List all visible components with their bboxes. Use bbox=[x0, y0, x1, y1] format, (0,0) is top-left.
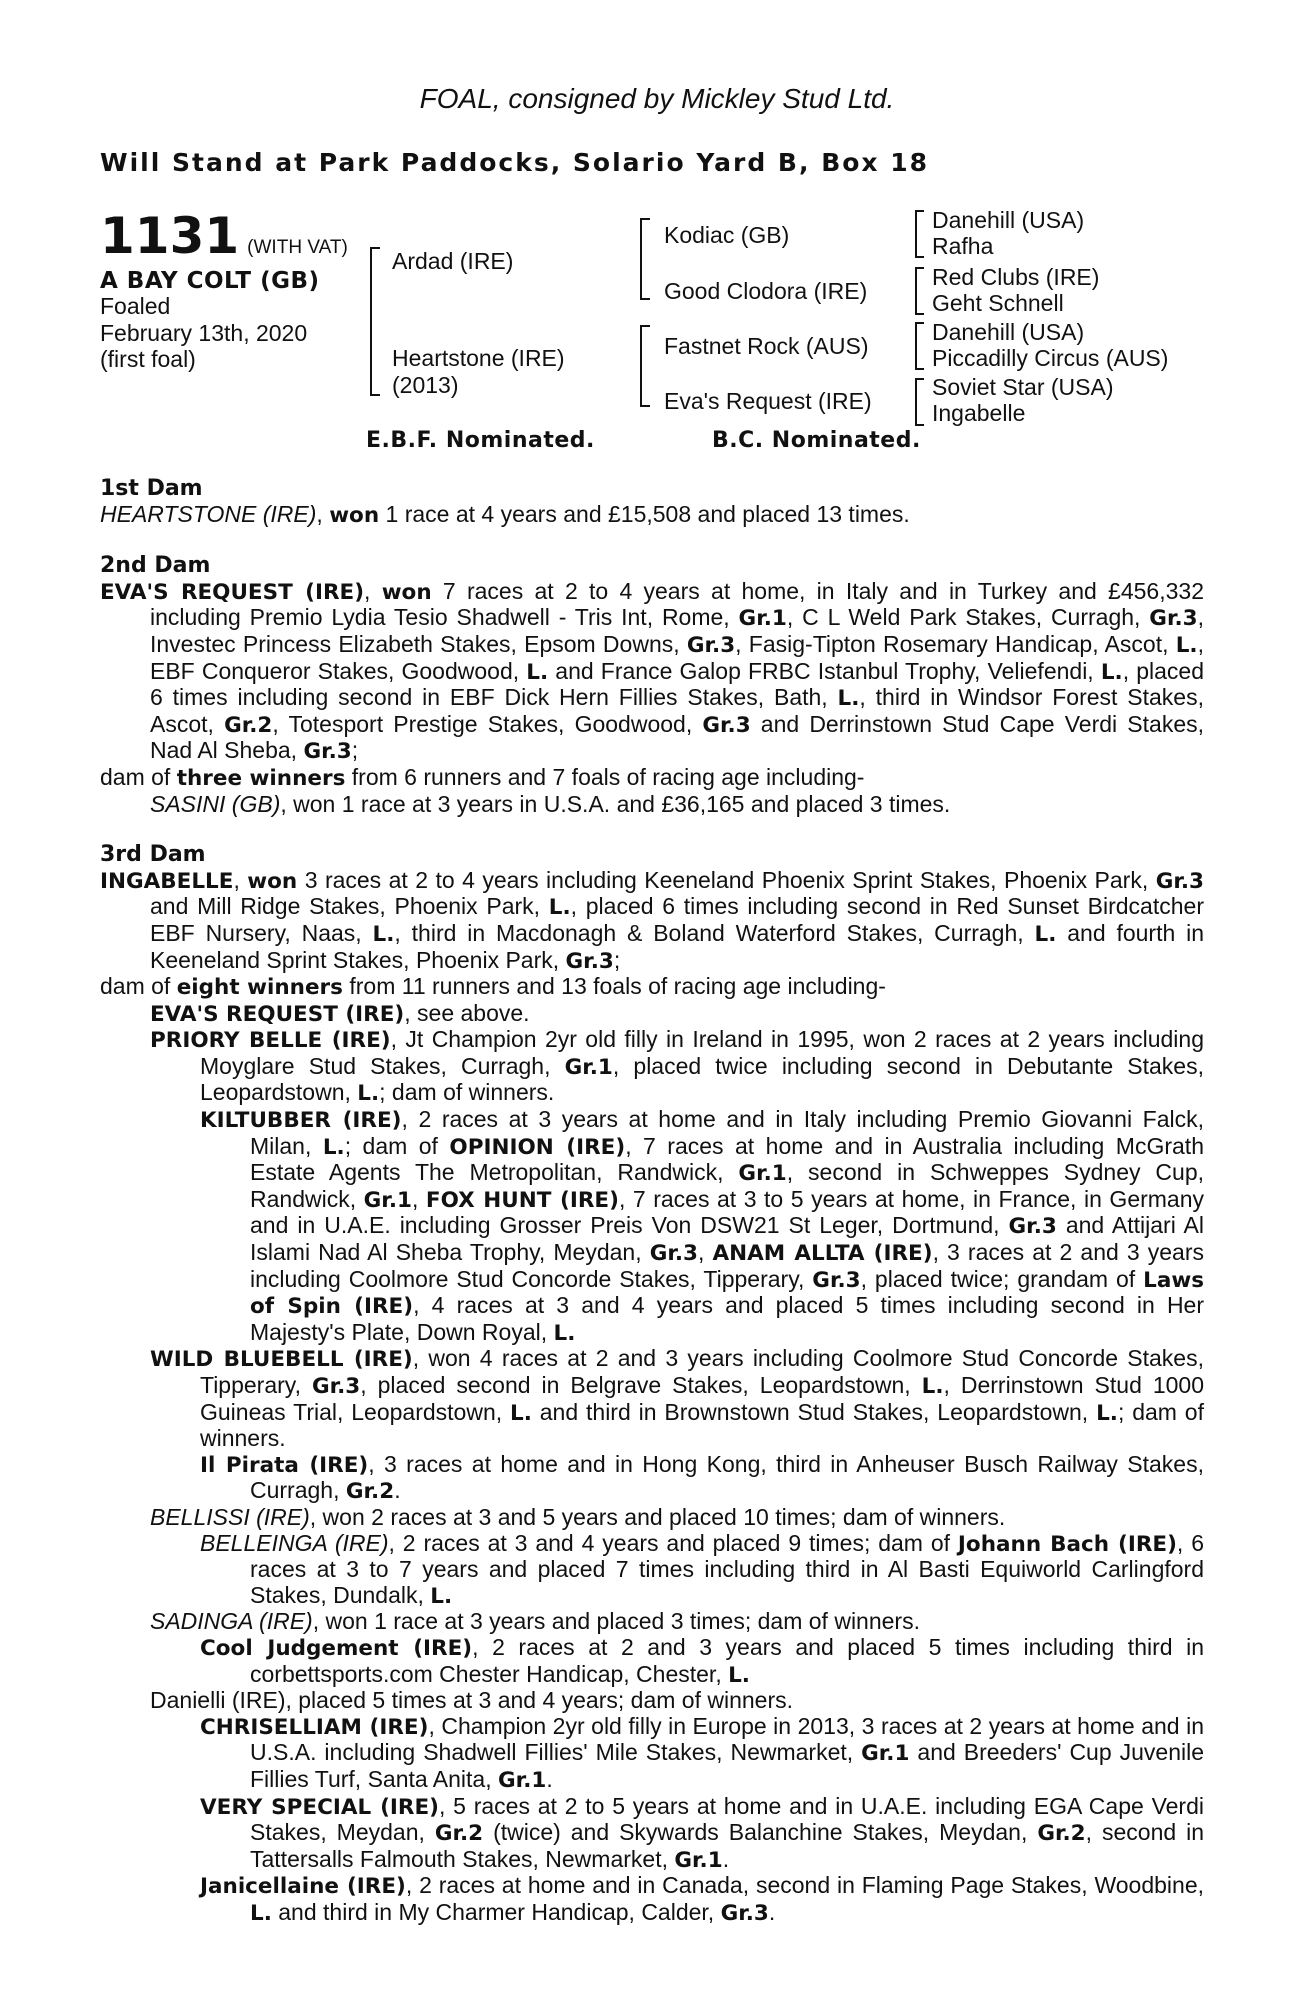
winners-count: eight winners bbox=[176, 975, 343, 1001]
horse-name: BELLEINGA (IRE) bbox=[200, 1529, 389, 1556]
race-record: , 2 races at home and in Canada, second in Flaming Page Stakes, Woodbine, bbox=[405, 1872, 1204, 1899]
race-record: , 3 races at 2 and 3 years including Coolmore Stud Concorde Stakes, Tipperary, bbox=[250, 1239, 1204, 1292]
horse-name: Cool Judgement (IRE) bbox=[200, 1635, 473, 1661]
grade: Gr.1 bbox=[498, 1767, 547, 1793]
grade: Gr.3 bbox=[686, 632, 736, 658]
race-record: , 2 races at 2 and 3 years and placed 5 times including third in corbettsports.com Chester Handicap, Chester, bbox=[250, 1633, 1204, 1687]
first-dam-heading: 1st Dam bbox=[100, 476, 203, 501]
grade: Gr.1 bbox=[738, 606, 787, 632]
grade: L. bbox=[526, 659, 549, 685]
race-record: , won 2 races at 3 and 5 years and placed 10 times; dam of winners. bbox=[309, 1503, 1006, 1530]
lot-number bbox=[100, 208, 348, 276]
horse-name: INGABELLE bbox=[100, 868, 234, 894]
offspring-entry bbox=[100, 1001, 1204, 1028]
dam-sire: Fastnet Rock (AUS) bbox=[664, 333, 869, 359]
grade: L. bbox=[921, 1374, 944, 1399]
second-dam-entry: EVA'S REQUEST (IRE), won 7 races at 2 to 4 years at home, in Italy and in Turkey and £456,332 including Premio Lydia Tesio Shadwell - Tris Int, Rome, Gr.1, C L Weld Park Stakes, Curragh, Gr.3, Investec Princess Elizabeth Stakes, Epsom Downs, Gr.3, Fasig-Tipton Rosemary Handicap, Ascot, L., EBF Conqueror Stakes, Goodwood, L. and France Galop FRBC Istanbul Trophy, Veliefendi, L., placed 6 times including second in EBF Dick Hern Fillies Stakes, Bath, L., third in Windsor Forest Stakes, Ascot, Gr.2, Totesport Prestige Stakes, Goodwood, Gr.3 and Derrinstown Stud Cape Verdi Stakes, Nad Al Sheba, Gr.3; bbox=[100, 577, 1204, 765]
grade: Gr.1 bbox=[363, 1187, 412, 1213]
offspring-entry bbox=[100, 1873, 1204, 1926]
second-dam-heading: 2nd Dam bbox=[100, 553, 211, 579]
race-record: and third in My Charmer Handicap, Calder, bbox=[271, 1898, 721, 1925]
sire-name: Ardad (IRE) bbox=[392, 248, 514, 274]
grade: L. bbox=[1096, 1400, 1118, 1426]
race-record: , placed twice; grandam of bbox=[860, 1265, 1144, 1292]
second-dam-produce bbox=[100, 765, 1204, 792]
gg-sire-3: Danehill (USA) bbox=[932, 319, 1085, 345]
pedigree-brace-1 bbox=[370, 247, 380, 396]
grade: Gr.1 bbox=[738, 1161, 787, 1187]
grade: Gr.1 bbox=[564, 1054, 613, 1080]
race-record: ; bbox=[351, 737, 359, 764]
horse-name: OPINION (IRE) bbox=[449, 1134, 626, 1160]
race-record: , 2 races at 3 years at home and in Italy including Premio Giovanni Falck, Milan, bbox=[250, 1106, 1204, 1159]
grade: Gr.3 bbox=[812, 1267, 861, 1293]
race-record: , Fasig-Tipton Rosemary Handicap, Ascot, bbox=[735, 630, 1176, 657]
bc-nomination: B.C. Nominated. bbox=[712, 428, 921, 453]
race-record: , see above. bbox=[404, 999, 530, 1026]
third-dam-entry: INGABELLE, won 3 races at 2 to 4 years including Keeneland Phoenix Sprint Stakes, Phoenix Park, Gr.3 and Mill Ridge Stakes, Phoenix Park, L., placed 6 times including second in Red Sunset Birdcatcher EBF Nursery, Naas, L., third in Macdonagh & Boland Waterford Stakes, Curragh, L. and fourth in Keeneland Sprint Stakes, Phoenix Park, Gr.3; bbox=[100, 866, 1205, 974]
race-record: and fourth in Keeneland Sprint Stakes, Phoenix Park, bbox=[150, 919, 1205, 973]
horse-name: KILTUBBER (IRE) bbox=[200, 1108, 402, 1134]
gg-sire-2: Red Clubs (IRE) bbox=[932, 264, 1100, 290]
race-record: . bbox=[394, 1477, 401, 1504]
race-record: , bbox=[698, 1239, 713, 1266]
pedigree-brace-2b bbox=[640, 325, 650, 407]
grade: L. bbox=[728, 1662, 750, 1688]
offspring-entry bbox=[100, 1505, 1204, 1531]
grade: Gr.3 bbox=[565, 948, 614, 974]
won-label: won bbox=[247, 868, 298, 894]
horse-name: Il Pirata (IRE) bbox=[200, 1452, 369, 1478]
lot-number-value: 1131 bbox=[100, 207, 240, 265]
won-label: won bbox=[381, 579, 432, 605]
offspring-entry bbox=[100, 1452, 1204, 1505]
grade: L. bbox=[322, 1134, 345, 1160]
race-record: , third in Macdonagh & Boland Waterford Stakes, Curragh, bbox=[394, 919, 1035, 946]
race-record: , won 1 race at 3 years in U.S.A. and £36,165 and placed 3 times. bbox=[280, 790, 951, 817]
consignor-heading: FOAL, consigned by Mickley Stud Ltd. bbox=[419, 83, 895, 114]
race-record: and Mill Ridge Stakes, Phoenix Park, bbox=[150, 893, 549, 920]
produce-text: from 6 runners and 7 foals of racing age including- bbox=[345, 763, 865, 790]
sire-dam: Good Clodora (IRE) bbox=[664, 278, 868, 304]
horse-name: EVA'S REQUEST (IRE) bbox=[100, 579, 365, 605]
grade: Gr.3 bbox=[1149, 606, 1198, 632]
produce-text: dam of bbox=[100, 973, 177, 1000]
grade: Gr.3 bbox=[1155, 868, 1204, 894]
lot-name: A BAY COLT (GB) bbox=[100, 268, 320, 294]
race-record: , 4 races at 3 and 4 years and placed 5 times including second in Her Majesty's Plate, Down Royal, bbox=[250, 1292, 1204, 1345]
offspring-entry bbox=[100, 1688, 1204, 1714]
race-record: , Derrinstown Stud 1000 Guineas Trial, Leopardstown, bbox=[200, 1372, 1204, 1425]
pedigree-brace-3c bbox=[915, 322, 924, 370]
grade: Gr.3 bbox=[1008, 1214, 1057, 1240]
grade: L. bbox=[1175, 632, 1198, 658]
race-record: , won 4 races at 2 and 3 years including Coolmore Stud Concorde Stakes, Tipperary, bbox=[200, 1345, 1204, 1398]
horse-name: Laws of Spin (IRE) bbox=[250, 1267, 1204, 1320]
race-record: ; dam of bbox=[344, 1132, 450, 1159]
grade: L. bbox=[250, 1900, 272, 1926]
grade: L. bbox=[1100, 659, 1123, 685]
race-record: and Attijari Al Islami Nad Al Sheba Trophy, Meydan, bbox=[250, 1212, 1204, 1266]
horse-name: WILD BLUEBELL (IRE) bbox=[150, 1347, 413, 1373]
grade: L. bbox=[510, 1400, 532, 1426]
horse-name: CHRISELLIAM (IRE) bbox=[200, 1714, 429, 1740]
race-record: and France Galop FRBC Istanbul Trophy, Veliefendi, bbox=[548, 657, 1101, 684]
sire-sire: Kodiac (GB) bbox=[664, 222, 790, 248]
ebf-nomination: E.B.F. Nominated. bbox=[366, 428, 595, 453]
gg-dam-4: Ingabelle bbox=[932, 400, 1026, 426]
grade: Gr.1 bbox=[674, 1847, 723, 1873]
race-record: , placed second in Belgrave Stakes, Leopardstown, bbox=[360, 1372, 922, 1398]
offspring-entry bbox=[100, 1027, 1204, 1107]
first-foal-note: (first foal) bbox=[100, 346, 196, 372]
catalogue-text bbox=[100, 476, 1204, 1926]
race-record: , 3 races at home and in Hong Kong, third in Anheuser Busch Railway Stakes, Curragh, bbox=[250, 1450, 1204, 1504]
pedigree-brace-3d bbox=[915, 378, 924, 426]
race-record: ; bbox=[613, 946, 621, 973]
first-dam-entry: HEARTSTONE (IRE), won 1 race at 4 years and £15,508 and placed 13 times. bbox=[100, 500, 910, 528]
offspring-entry bbox=[100, 1346, 1204, 1451]
race-record: Danielli (IRE), placed 5 times at 3 and 4 years; dam of winners. bbox=[150, 1687, 794, 1714]
horse-name: SASINI (GB) bbox=[150, 790, 281, 817]
gg-dam-3: Piccadilly Circus (AUS) bbox=[932, 345, 1169, 371]
grade: L. bbox=[553, 1320, 576, 1346]
grade: L. bbox=[357, 1081, 380, 1107]
foaled-date: February 13th, 2020 bbox=[100, 320, 308, 346]
race-record: and Breeders' Cup Juvenile Fillies Turf, Santa Anita, bbox=[250, 1739, 1204, 1792]
offspring-entry bbox=[100, 792, 1204, 818]
race-record: . bbox=[768, 1898, 776, 1925]
winners-count: three winners bbox=[176, 765, 346, 791]
produce-text: dam of bbox=[100, 763, 177, 790]
horse-name: Johann Bach (IRE) bbox=[957, 1531, 1177, 1557]
race-record: , 5 races at 2 to 5 years at home and in U.A.E. including EGA Cape Verdi Stakes, Meydan, bbox=[250, 1792, 1204, 1846]
race-record: , won 1 race at 3 years and placed 3 times; dam of winners. bbox=[312, 1608, 920, 1635]
offspring-entry bbox=[100, 1531, 1204, 1610]
pedigree-brace-3b bbox=[915, 267, 924, 315]
horse-name: BELLISSI (IRE) bbox=[150, 1503, 310, 1530]
offspring-entry bbox=[100, 1107, 1204, 1346]
race-record: , 7 races at 3 to 5 years at home, in France, in Germany and in U.A.E. including Grosser Preis Von DSW21 St Leger, Dortmund, bbox=[250, 1185, 1205, 1239]
vat-note: (WITH VAT) bbox=[247, 237, 348, 258]
race-record: ; dam of winners. bbox=[379, 1079, 555, 1106]
horse-name: PRIORY BELLE (IRE) bbox=[150, 1028, 391, 1054]
race-record: , 6 races at 3 to 7 years and placed 7 times including third in Al Basti Equiworld Carlingford Stakes, Dundalk, bbox=[250, 1529, 1204, 1608]
race-record: , third in Windsor Forest Stakes, Ascot, bbox=[150, 684, 1204, 737]
grade: Gr.2 bbox=[434, 1821, 484, 1847]
grade: Gr.3 bbox=[303, 739, 352, 765]
dam-name: Heartstone (IRE) bbox=[392, 345, 565, 371]
grade: Gr.3 bbox=[649, 1241, 699, 1267]
race-record: , placed 6 times including second in Red Sunset Birdcatcher EBF Nursery, Naas, bbox=[150, 893, 1204, 946]
third-dam-produce bbox=[100, 974, 1204, 1001]
offspring-entry bbox=[100, 1609, 1204, 1635]
horse-name: HEARTSTONE (IRE) bbox=[100, 500, 317, 527]
grade: L. bbox=[372, 921, 395, 947]
horse-name: ANAM ALLTA (IRE) bbox=[712, 1241, 933, 1267]
race-record: , placed twice including second in Debutante Stakes, Leopardstown, bbox=[200, 1052, 1204, 1106]
race-record: . bbox=[546, 1765, 553, 1792]
race-record: 1 race at 4 years and £15,508 and placed 13 times. bbox=[379, 500, 910, 527]
offspring-entry bbox=[100, 1635, 1204, 1688]
dam-year: (2013) bbox=[392, 372, 459, 398]
grade: L. bbox=[430, 1583, 453, 1609]
race-record: , Jt Champion 2yr old filly in Ireland in 1995, won 2 races at 2 years including Moyglare Stud Stakes, Curragh, bbox=[200, 1026, 1204, 1079]
offspring-entry bbox=[100, 1714, 1204, 1794]
grade: L. bbox=[1034, 921, 1057, 947]
horse-name: Janicellaine (IRE) bbox=[200, 1874, 406, 1900]
won-label: won bbox=[329, 502, 380, 528]
race-record: , bbox=[411, 1185, 426, 1212]
offspring-entry bbox=[100, 1794, 1204, 1874]
grade: L. bbox=[837, 686, 860, 712]
grade: Gr.1 bbox=[861, 1741, 910, 1767]
grade: Gr.3 bbox=[311, 1374, 361, 1399]
race-record: . bbox=[722, 1845, 730, 1872]
race-record: ; dam of winners. bbox=[200, 1398, 1204, 1452]
produce-text: from 11 runners and 13 foals of racing age including- bbox=[342, 973, 886, 1000]
gg-sire-1: Danehill (USA) bbox=[932, 207, 1085, 233]
race-record: , Champion 2yr old filly in Europe in 2013, 3 races at 2 years at home and in U.S.A. including Shadwell Fillies' Mile Stakes, Newmarket, bbox=[250, 1712, 1204, 1766]
race-record: 7 races at 2 to 4 years at home, in Italy and in Turkey and £456,332 including Premio Lydia Tesio Shadwell - Tris Int, Rome, bbox=[150, 577, 1204, 631]
race-record: and third in Brownstown Stud Stakes, Leopardstown, bbox=[531, 1398, 1097, 1425]
grade: Gr.2 bbox=[1037, 1821, 1086, 1847]
race-record: , Totesport Prestige Stakes, Goodwood, bbox=[272, 710, 703, 737]
race-record: 3 races at 2 to 4 years including Keeneland Phoenix Sprint Stakes, Phoenix Park, bbox=[297, 866, 1156, 893]
race-record: , C L Weld Park Stakes, Curragh, bbox=[786, 604, 1150, 631]
grade: Gr.2 bbox=[224, 712, 273, 738]
race-record: , EBF Conqueror Stakes, Goodwood, bbox=[150, 630, 1204, 684]
gg-dam-1: Rafha bbox=[932, 233, 994, 259]
horse-name: VERY SPECIAL (IRE) bbox=[200, 1794, 439, 1820]
race-record: , 7 races at home and in Australia including McGrath Estate Agents The Metropolitan, Randwick, bbox=[250, 1132, 1204, 1186]
third-dam-heading: 3rd Dam bbox=[100, 842, 206, 868]
race-record: , placed 6 times including second in EBF Dick Hern Fillies Stakes, Bath, bbox=[150, 657, 1204, 711]
dam-dam: Eva's Request (IRE) bbox=[664, 388, 872, 414]
race-record: , 2 races at 3 and 4 years and placed 9 times; dam of bbox=[388, 1529, 958, 1556]
gg-sire-4: Soviet Star (USA) bbox=[932, 374, 1114, 400]
gg-dam-2: Geht Schnell bbox=[932, 290, 1064, 316]
horse-name: SADINGA (IRE) bbox=[150, 1608, 313, 1635]
pedigree-brace-2a bbox=[640, 218, 650, 300]
race-record: , second in Schweppes Sydney Cup, Randwick, bbox=[250, 1159, 1204, 1212]
horse-name: EVA'S REQUEST (IRE) bbox=[150, 1001, 405, 1027]
grade: Gr.3 bbox=[720, 1900, 769, 1926]
grade: Gr.3 bbox=[702, 712, 751, 738]
pedigree-brace-3a bbox=[915, 210, 924, 258]
race-record: , second in Tattersalls Falmouth Stakes, Newmarket, bbox=[250, 1819, 1205, 1872]
foaled-label: Foaled bbox=[100, 293, 171, 319]
race-record: , Investec Princess Elizabeth Stakes, Epsom Downs, bbox=[150, 604, 1204, 657]
grade: Gr.2 bbox=[345, 1479, 395, 1505]
race-record: (twice) and Skywards Balanchine Stakes, Meydan, bbox=[483, 1819, 1038, 1846]
horse-name: FOX HUNT (IRE) bbox=[425, 1187, 619, 1213]
stand-location: Will Stand at Park Paddocks, Solario Yard B, Box 18 bbox=[100, 148, 930, 177]
grade: L. bbox=[548, 895, 571, 921]
race-record: and Derrinstown Stud Cape Verdi Stakes, Nad Al Sheba, bbox=[150, 710, 1204, 764]
